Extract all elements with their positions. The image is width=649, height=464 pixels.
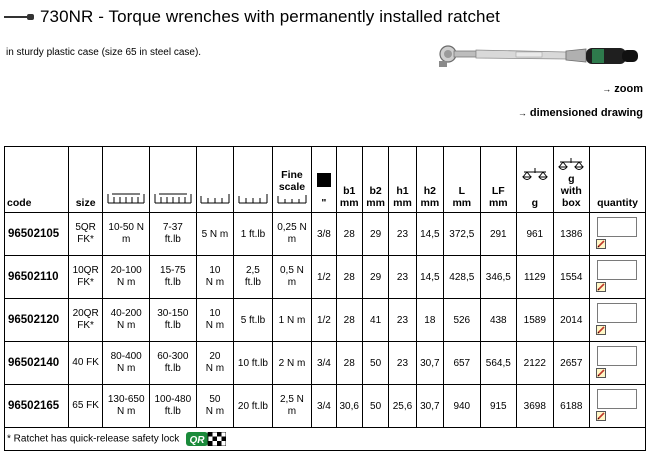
h1-unit: mm [393, 197, 412, 209]
row-LF: 915 [480, 385, 517, 428]
row-drive: 1/2 [312, 256, 336, 299]
row-quantity [590, 385, 646, 428]
col-header-size: size [68, 147, 102, 213]
fine-line-2: m [287, 406, 297, 417]
torque-scale-ruler-icon [238, 191, 268, 205]
size-line-1: 5QR [75, 222, 96, 233]
ftlb-line-1: 15-75 [160, 265, 186, 276]
LF-unit: mm [488, 197, 508, 209]
ftlb-line-1: 60-300 [157, 351, 189, 362]
b1-unit: mm [339, 197, 359, 209]
row-fine-scale: 2 N m [272, 342, 312, 385]
row-ftlb-division: 5 ft.lb [234, 299, 273, 342]
row-g: 3698 [517, 385, 554, 428]
div-ftlb-line-1: 2,5 [245, 265, 260, 276]
row-drive: 1/2 [312, 299, 336, 342]
h2-label: h2 [423, 185, 436, 197]
footnote-row [5, 428, 646, 451]
row-b1: 28 [336, 213, 362, 256]
dimensioned-drawing-link-label: dimensioned drawing [529, 107, 643, 119]
row-code: 96502140 [5, 342, 69, 385]
col-header-g [517, 147, 554, 213]
nm-line-2: m [122, 234, 131, 245]
col-header-h2 [416, 147, 443, 213]
row-b2: 29 [362, 213, 388, 256]
row-b1: 28 [336, 342, 362, 385]
row-L: 428,5 [444, 256, 481, 299]
fine-line-1: 2,5 N [280, 394, 304, 405]
size-line-1: 20QR [72, 308, 99, 319]
row-fine-scale [272, 256, 312, 299]
h1-label: h1 [396, 185, 409, 197]
ftlb-line-2: ft.lb [164, 277, 181, 288]
row-fine-scale [272, 385, 312, 428]
div-nm-line-1: 50 [209, 394, 221, 405]
table-header-row [5, 147, 646, 213]
row-size [68, 256, 102, 299]
fine-line-2: m [287, 234, 297, 245]
ftlb-line-2: ft.lb [164, 406, 181, 417]
size-line-2: FK* [77, 234, 94, 245]
dimensioned-drawing-link[interactable] [518, 107, 643, 119]
nm-line-2: N m [117, 320, 136, 331]
row-quantity [590, 213, 646, 256]
g-box-label-1: g [568, 173, 575, 185]
row-drive: 3/4 [312, 385, 336, 428]
torque-scale-ruler-icon [277, 193, 307, 205]
row-LF: 564,5 [480, 342, 517, 385]
nm-line-1: 80-400 [110, 351, 142, 362]
LF-label: LF [491, 185, 505, 197]
row-h2: 30,7 [416, 385, 443, 428]
product-table [4, 146, 646, 451]
footnote-text: * Ratchet has quick-release safety lock [7, 433, 180, 445]
row-nm-division: 5 N m [196, 213, 234, 256]
g-label: g [531, 197, 538, 209]
row-ftlb-division: 1 ft.lb [234, 213, 273, 256]
row-nm-range [103, 385, 150, 428]
col-header-nm-division [196, 147, 234, 213]
row-g-box: 2014 [553, 299, 590, 342]
row-h2: 14,5 [416, 256, 443, 299]
edit-pencil-icon[interactable] [596, 239, 606, 249]
quantity-input[interactable] [597, 346, 637, 366]
row-ftlb-division [234, 256, 273, 299]
fine-line-2: m [287, 277, 297, 288]
ftlb-line-1: 30-150 [157, 308, 189, 319]
row-g-box: 1554 [553, 256, 590, 299]
torque-wrench-product-image[interactable] [436, 40, 642, 74]
nm-line-1: 10-50 N [108, 222, 144, 233]
b2-unit: mm [366, 197, 385, 209]
col-header-drive [312, 147, 336, 213]
row-LF: 291 [480, 213, 517, 256]
col-header-quantity: quantity [590, 147, 646, 213]
quantity-input[interactable] [597, 303, 637, 323]
square-drive-icon [317, 173, 331, 187]
torque-scale-ruler-icon [200, 191, 230, 205]
row-LF: 346,5 [480, 256, 517, 299]
row-L: 657 [444, 342, 481, 385]
fine-line-1: 0,5 N [280, 265, 304, 276]
row-b2: 29 [362, 256, 388, 299]
row-ftlb-range [150, 299, 197, 342]
row-h1: 23 [389, 342, 416, 385]
row-g-box: 2657 [553, 342, 590, 385]
nm-line-2: N m [117, 277, 136, 288]
zoom-link[interactable] [602, 83, 643, 95]
div-ftlb-line-2: ft.lb [244, 277, 261, 288]
L-label: L [458, 185, 465, 197]
b1-label: b1 [343, 185, 356, 197]
wrench-bullet-icon [4, 12, 34, 22]
footnote-cell [5, 428, 646, 451]
row-quantity [590, 299, 646, 342]
quantity-input[interactable] [597, 260, 637, 280]
page-subtitle: in sturdy plastic case (size 65 in steel case). [6, 47, 202, 58]
row-g: 961 [517, 213, 554, 256]
col-header-b2 [362, 147, 388, 213]
row-code: 96502105 [5, 213, 69, 256]
div-nm-line-1: 10 [209, 265, 221, 276]
div-nm-line-2: N m [205, 277, 225, 288]
row-code: 96502165 [5, 385, 69, 428]
row-L: 526 [444, 299, 481, 342]
div-nm-line-2: N m [205, 320, 225, 331]
row-ftlb-range [150, 342, 197, 385]
row-g: 1129 [517, 256, 554, 299]
zoom-link-label: zoom [614, 83, 643, 95]
row-g-box: 1386 [553, 213, 590, 256]
row-nm-range [103, 299, 150, 342]
row-size: 65 FK [68, 385, 102, 428]
row-b1: 30,6 [336, 385, 362, 428]
table-row [5, 299, 646, 342]
col-header-ftlb-division [234, 147, 273, 213]
qr-badge-text: QR [189, 435, 205, 446]
row-ftlb-range [150, 385, 197, 428]
row-g: 1589 [517, 299, 554, 342]
row-drive: 3/8 [312, 213, 336, 256]
size-line-2: FK* [77, 320, 94, 331]
fine-line-1: 0,25 N [277, 222, 307, 233]
fine-scale-label-1: Fine [281, 169, 303, 181]
row-h1: 23 [389, 256, 416, 299]
quantity-input[interactable] [597, 217, 637, 237]
row-nm-range [103, 342, 150, 385]
drive-unit-label: " [321, 197, 327, 209]
row-b2: 41 [362, 299, 388, 342]
nm-line-1: 40-200 [110, 308, 142, 319]
col-header-L [444, 147, 481, 213]
row-b2: 50 [362, 385, 388, 428]
weighing-scale-icon [522, 167, 548, 183]
table-row [5, 213, 646, 256]
qr-quick-release-icon [186, 432, 226, 446]
row-h2: 14,5 [416, 213, 443, 256]
row-code: 96502120 [5, 299, 69, 342]
edit-pencil-icon[interactable] [596, 411, 606, 421]
torque-scale-ruler-icon [107, 191, 145, 205]
row-h2: 18 [416, 299, 443, 342]
row-L: 372,5 [444, 213, 481, 256]
col-header-nm-range [103, 147, 150, 213]
arrow-right-icon: → [517, 108, 527, 118]
row-fine-scale [272, 213, 312, 256]
row-ftlb-division: 10 ft.lb [234, 342, 273, 385]
col-header-h1 [389, 147, 416, 213]
row-code: 96502110 [5, 256, 69, 299]
h2-unit: mm [420, 197, 440, 209]
row-b2: 50 [362, 342, 388, 385]
row-quantity [590, 342, 646, 385]
row-nm-division [196, 256, 234, 299]
row-ftlb-division: 20 ft.lb [234, 385, 273, 428]
nm-line-1: 130-650 [107, 394, 145, 405]
row-b1: 28 [336, 299, 362, 342]
ftlb-line-1: 7-37 [162, 222, 183, 233]
col-header-g-box [553, 147, 590, 213]
nm-line-2: N m [117, 406, 136, 417]
div-nm-line-2: N m [205, 406, 225, 417]
weighing-scale-icon [558, 157, 584, 173]
nm-line-1: 20-100 [110, 265, 142, 276]
row-ftlb-range [150, 213, 197, 256]
ftlb-line-1: 100-480 [154, 394, 192, 405]
row-h1: 25,6 [389, 385, 416, 428]
ftlb-line-2: ft.lb [164, 320, 181, 331]
edit-pencil-icon[interactable] [596, 325, 606, 335]
arrow-right-icon: → [602, 84, 612, 94]
torque-scale-ruler-icon [154, 191, 192, 205]
L-unit: mm [452, 197, 472, 209]
quantity-input[interactable] [597, 389, 637, 409]
g-box-label-2: with [560, 185, 582, 197]
row-b1: 28 [336, 256, 362, 299]
row-h2: 30,7 [416, 342, 443, 385]
col-header-code: code [5, 147, 69, 213]
g-box-label-3: box [561, 197, 581, 209]
div-nm-line-2: N m [205, 363, 225, 374]
size-line-2: FK* [77, 277, 94, 288]
row-size [68, 299, 102, 342]
row-nm-division [196, 385, 234, 428]
fine-scale-label-2: scale [278, 181, 306, 193]
row-size: 40 FK [68, 342, 102, 385]
row-LF: 438 [480, 299, 517, 342]
ftlb-line-2: ft.lb [164, 234, 181, 245]
edit-pencil-icon[interactable] [596, 282, 606, 292]
table-row [5, 385, 646, 428]
row-size [68, 213, 102, 256]
row-g-box: 6188 [553, 385, 590, 428]
row-L: 940 [444, 385, 481, 428]
row-nm-division [196, 342, 234, 385]
col-header-ftlb-range [150, 147, 197, 213]
col-header-LF [480, 147, 517, 213]
row-fine-scale: 1 N m [272, 299, 312, 342]
col-header-b1 [336, 147, 362, 213]
table-row [5, 256, 646, 299]
page-title: 730NR - Torque wrenches with permanently installed ratchet [40, 7, 500, 26]
nm-line-2: N m [117, 363, 136, 374]
row-ftlb-range [150, 256, 197, 299]
row-h1: 23 [389, 299, 416, 342]
table-row [5, 342, 646, 385]
title-row [4, 6, 500, 28]
row-drive: 3/4 [312, 342, 336, 385]
row-g: 2122 [517, 342, 554, 385]
size-line-1: 10QR [72, 265, 99, 276]
row-nm-range [103, 213, 150, 256]
row-quantity [590, 256, 646, 299]
div-nm-line-1: 20 [209, 351, 221, 362]
row-nm-range [103, 256, 150, 299]
col-header-fine-scale [272, 147, 312, 213]
div-nm-line-1: 10 [209, 308, 221, 319]
row-nm-division [196, 299, 234, 342]
ftlb-line-2: ft.lb [164, 363, 181, 374]
b2-label: b2 [369, 185, 382, 197]
edit-pencil-icon[interactable] [596, 368, 606, 378]
row-h1: 23 [389, 213, 416, 256]
